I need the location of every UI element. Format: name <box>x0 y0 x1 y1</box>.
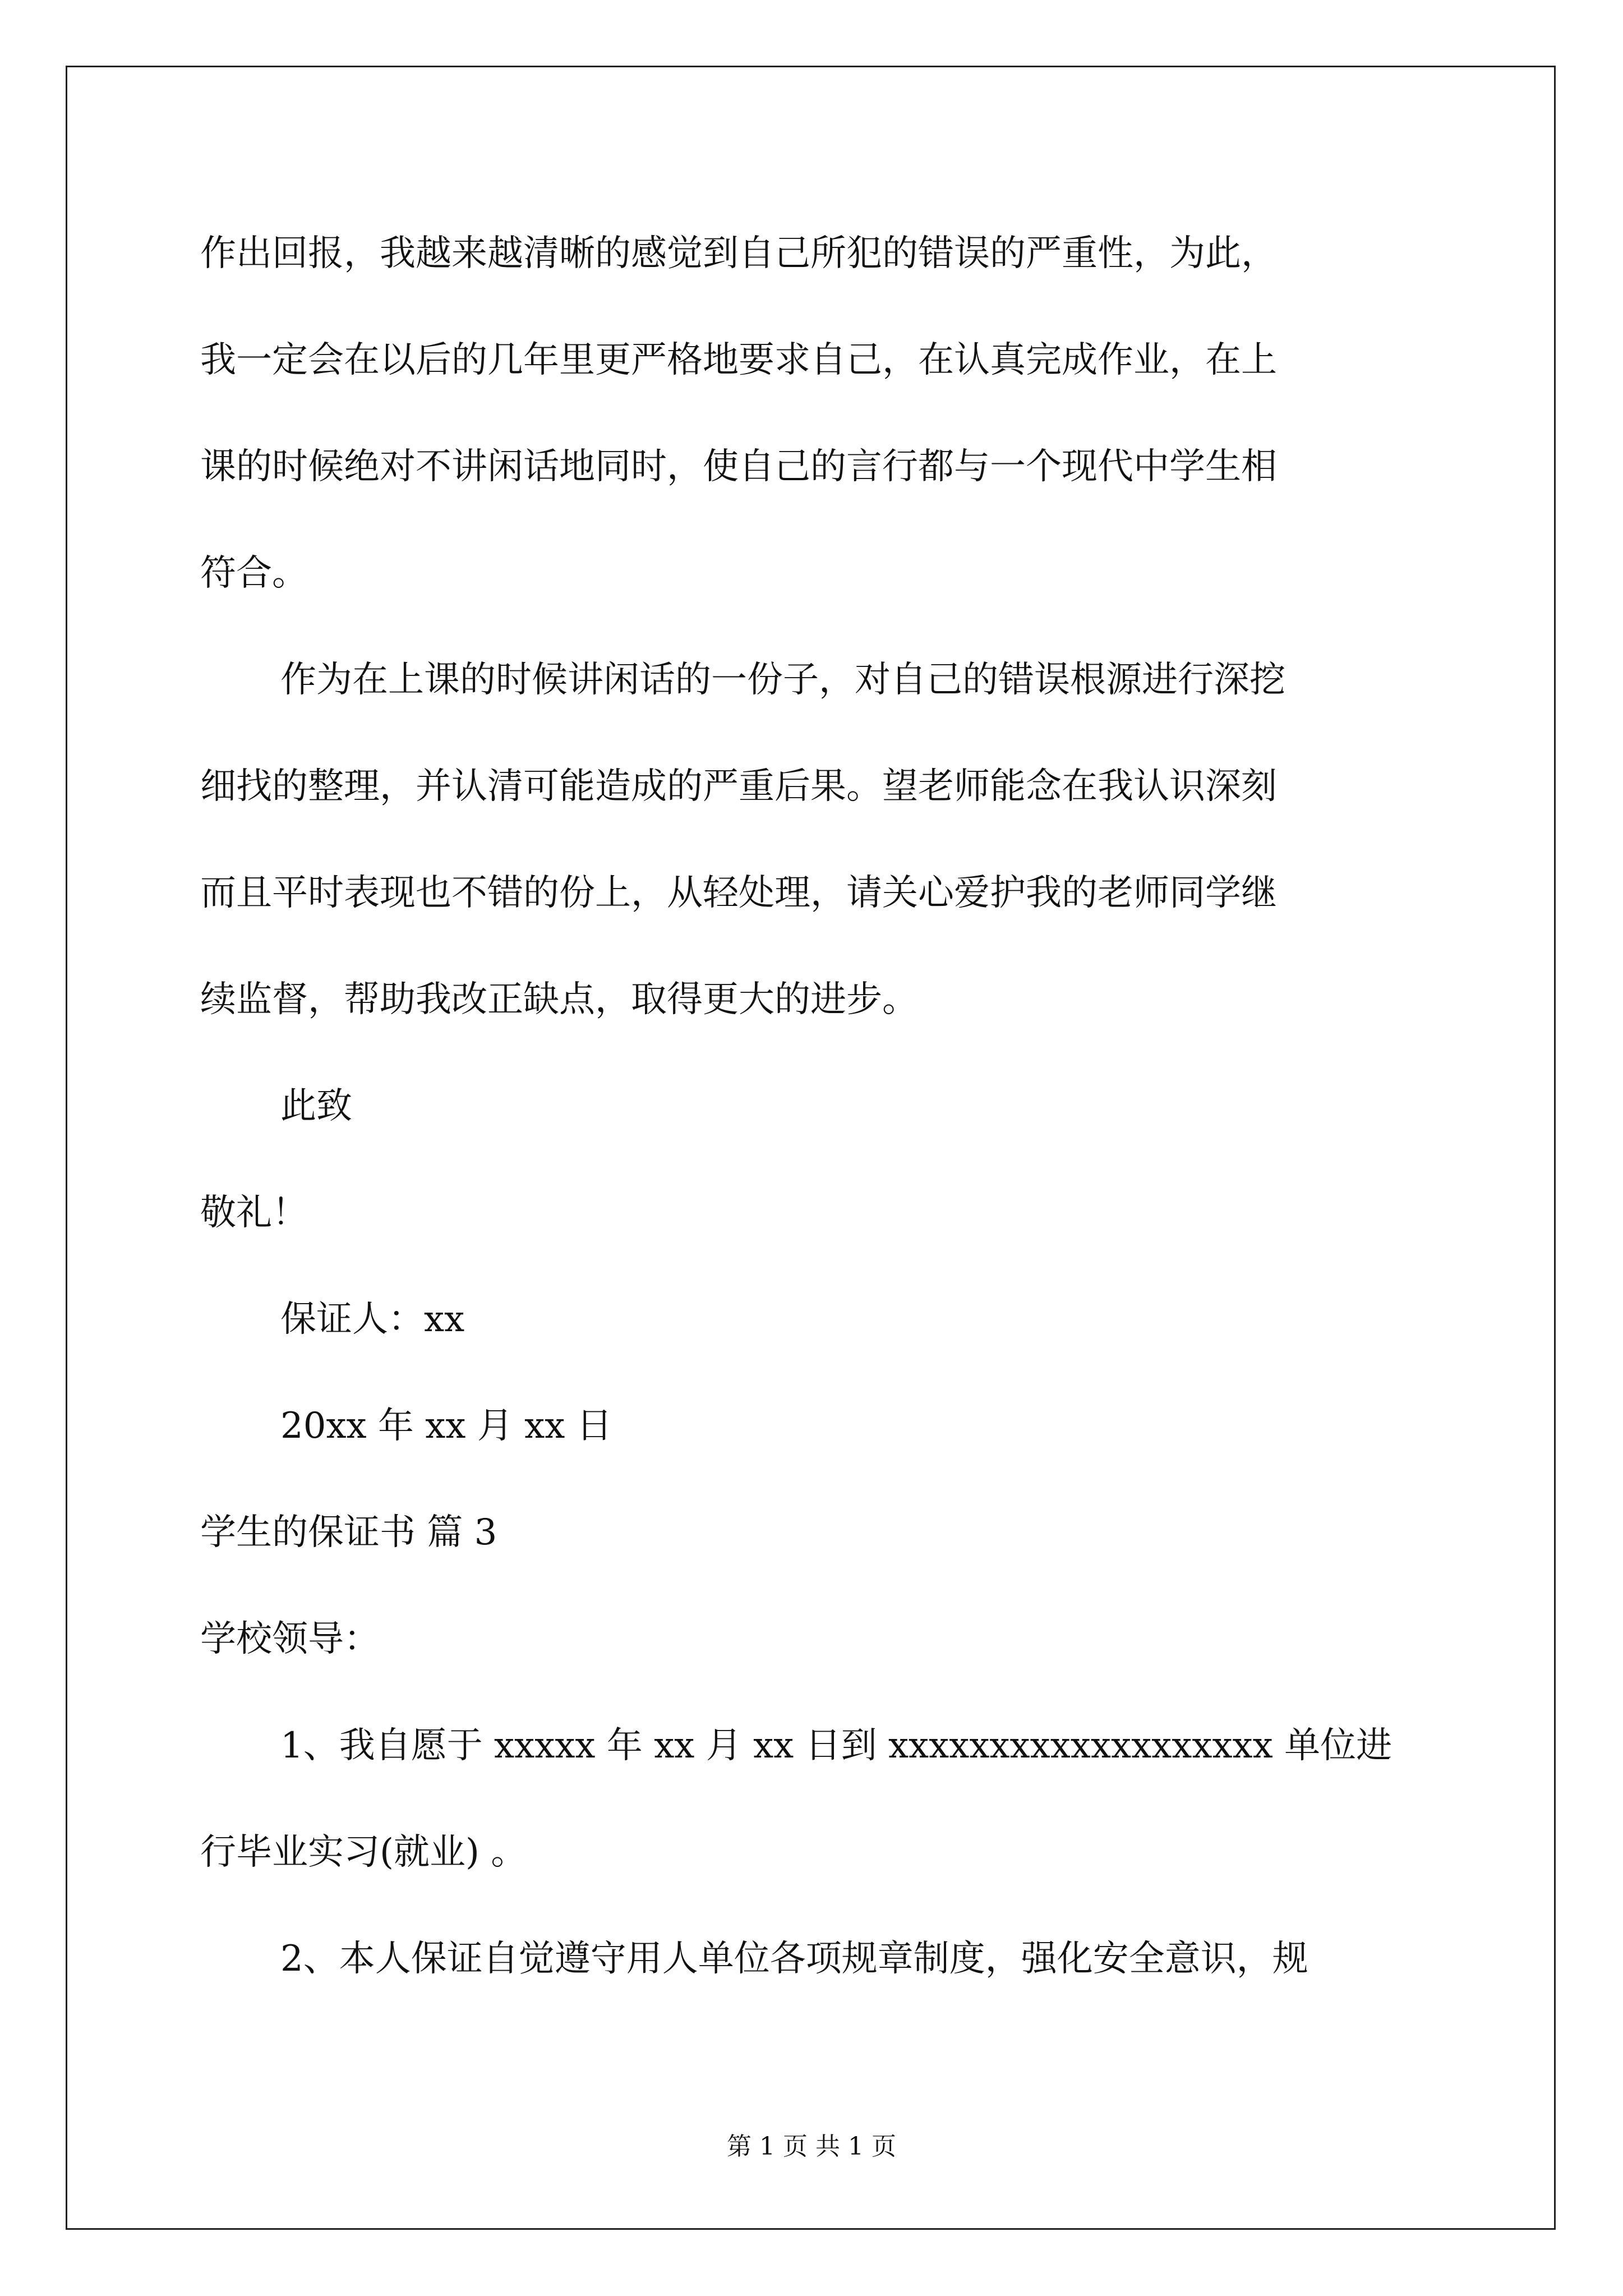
section-title: 学生的保证书 篇 3 <box>200 1512 497 1553</box>
paragraph-1-line-2: 我一定会在以后的几年里更严格地要求自己，在认真完成作业，在上 <box>200 339 1277 381</box>
closing-jing-li: 敬礼！ <box>200 1192 308 1234</box>
paragraph-1-line-4: 符合。 <box>200 553 308 594</box>
closing-ci-zhi: 此致 <box>280 1085 352 1127</box>
date-line: 20xx 年 xx 月 xx 日 <box>280 1405 612 1447</box>
signature-line: 保证人：xx <box>280 1299 465 1340</box>
item-1-line-2: 行毕业实习(就业) 。 <box>200 1832 527 1873</box>
page-footer: 第 1 页 共 1 页 <box>727 2132 896 2161</box>
paragraph-2-line-2: 细找的整理，并认清可能造成的严重后果。望老师能念在我认识深刻 <box>200 766 1277 807</box>
paragraph-2-line-3: 而且平时表现也不错的份上，从轻处理，请关心爱护我的老师同学继 <box>200 872 1277 914</box>
paragraph-2-line-1: 作为在上课的时候讲闲话的一份子，对自己的错误根源进行深挖 <box>280 659 1285 701</box>
paragraph-1-line-1: 作出回报，我越来越清晰的感觉到自己所犯的错误的严重性，为此， <box>200 233 1277 274</box>
item-2-line-1: 2、本人保证自觉遵守用人单位各项规章制度，强化安全意识，规 <box>280 1938 1308 1980</box>
salutation: 学校领导： <box>200 1618 380 1660</box>
page-border <box>66 66 1556 2230</box>
paragraph-2-line-4: 续监督，帮助我改正缺点，取得更大的进步。 <box>200 979 918 1020</box>
item-1-line-1: 1、我自愿于 xxxxx 年 xx 月 xx 日到 xxxxxxxxxxxxxxxxxxx 单位进 <box>280 1725 1393 1766</box>
paragraph-1-line-3: 课的时候绝对不讲闲话地同时，使自己的言行都与一个现代中学生相 <box>200 446 1277 487</box>
